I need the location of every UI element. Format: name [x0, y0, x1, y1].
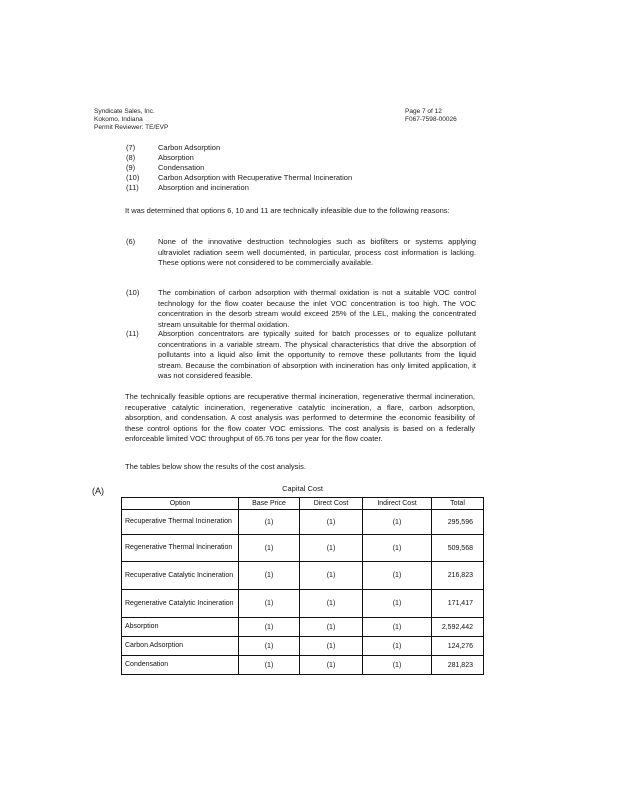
- company-location: Kokomo, Indiana: [94, 116, 143, 123]
- header-indirect-cost: Indirect Cost: [363, 498, 432, 510]
- header-total: Total: [432, 498, 484, 510]
- table-row: [122, 510, 484, 535]
- indirect-cost-cell: (1): [363, 535, 432, 562]
- option-text: Absorption and incineration: [158, 183, 249, 192]
- base-price-cell: (1): [239, 656, 300, 675]
- direct-cost-cell: (1): [300, 656, 363, 675]
- indirect-cost-cell: (1): [363, 562, 432, 590]
- table-header-row: [122, 498, 484, 510]
- table-row: [122, 535, 484, 562]
- indirect-cost-cell: (1): [363, 618, 432, 637]
- indirect-cost-cell: (1): [363, 656, 432, 675]
- table-row: [122, 590, 484, 618]
- base-price-cell: (1): [239, 590, 300, 618]
- base-price-cell: (1): [239, 535, 300, 562]
- reason-number: (11): [126, 329, 139, 338]
- direct-cost-cell: (1): [300, 535, 363, 562]
- direct-cost-cell: (1): [300, 618, 363, 637]
- option-text: Carbon Adsorption: [158, 143, 221, 152]
- table-row: [122, 656, 484, 675]
- table-row: [122, 618, 484, 637]
- section-label: (A): [92, 486, 104, 496]
- reason-text: The combination of carbon adsorption with thermal oxidation is not a suitable VOC control technology for the flow coater because the inlet VOC concentration is too high. The VOC concentration in the desorb stream would exceed 25% of the LEL, making the concentrated stream unsuitable for thermal oxidation.: [158, 288, 476, 329]
- direct-cost-cell: (1): [300, 590, 363, 618]
- option-number: (10): [126, 173, 140, 182]
- total-cell: 281,823: [432, 656, 484, 675]
- option-cell: Condensation: [122, 656, 239, 675]
- header-direct-cost: Direct Cost: [300, 498, 363, 510]
- option-cell: Regenerative Catalytic Incineration: [122, 590, 239, 618]
- reason-text: None of the innovative destruction technologies such as biofilters or systems applying ultraviolet radiation seem well documented, in particular, process cost information is lacking. These options were not considered to be commercially available.: [158, 237, 476, 267]
- total-cell: 2,592,442: [432, 618, 484, 637]
- reason-number: (10): [126, 288, 140, 297]
- option-cell: Recuperative Thermal Incineration: [122, 510, 239, 535]
- reason-text: Absorption concentrators are typically suited for batch processes or to equalize pollutant concentrations in a variable stream. The physical characteristics that drive the absorption of pollutants into a liquid also limit the opportunity to remove these pollutants from the liquid stream. Because the combination of absorption with incineration has only limited application, it was not considered feasible.: [158, 329, 476, 380]
- option-number: (11): [126, 183, 139, 192]
- table-row: [122, 562, 484, 590]
- option-cell: Carbon Adsorption: [122, 637, 239, 656]
- direct-cost-cell: (1): [300, 562, 363, 590]
- header-option: Option: [122, 498, 239, 510]
- direct-cost-cell: (1): [300, 510, 363, 535]
- total-cell: 124,276: [432, 637, 484, 656]
- table-title: Capital Cost: [282, 484, 323, 493]
- base-price-cell: (1): [239, 562, 300, 590]
- total-cell: 509,568: [432, 535, 484, 562]
- permit-reviewer: Permit Reviewer: TE/EVP: [94, 124, 169, 131]
- reason-number: (6): [126, 237, 136, 246]
- header-base-price: Base Price: [239, 498, 300, 510]
- total-cell: 216,823: [432, 562, 484, 590]
- direct-cost-cell: (1): [300, 637, 363, 656]
- option-text: Condensation: [158, 163, 205, 172]
- feasible-options-paragraph: The technically feasible options are recuperative thermal incineration, regenerative thermal incineration, recuperative catalytic incineration, regenerative catalytic incineration, a flare, carbon adsorption, absorption, and condensation. A cost analysis was performed to determine the economic feasibility of these control options for the flow coater VOC emissions. The cost analysis is based on a federally enforceable limited VOC throughput of 65.76 tons per year for the flow coater.: [125, 392, 475, 443]
- indirect-cost-cell: (1): [363, 637, 432, 656]
- page-number: Page 7 of 12: [405, 108, 442, 115]
- permit-id: F067-7598-00026: [405, 116, 457, 123]
- option-cell: Absorption: [122, 618, 239, 637]
- intro-paragraph: It was determined that options 6, 10 and 11 are technically infeasible due to the following reasons:: [125, 206, 450, 215]
- total-cell: 295,596: [432, 510, 484, 535]
- base-price-cell: (1): [239, 618, 300, 637]
- option-cell: Regenerative Thermal Incineration: [122, 535, 239, 562]
- option-text: Carbon Adsorption with Recuperative Thermal Incineration: [158, 173, 353, 182]
- tables-intro: The tables below show the results of the cost analysis.: [125, 462, 306, 471]
- indirect-cost-cell: (1): [363, 510, 432, 535]
- option-number: (8): [126, 153, 136, 162]
- base-price-cell: (1): [239, 637, 300, 656]
- option-number: (7): [126, 143, 136, 152]
- company-name: Syndicate Sales, Inc.: [94, 108, 155, 115]
- indirect-cost-cell: (1): [363, 590, 432, 618]
- table-row: [122, 637, 484, 656]
- base-price-cell: (1): [239, 510, 300, 535]
- option-number: (9): [126, 163, 136, 172]
- option-cell: Recuperative Catalytic Incineration: [122, 562, 239, 590]
- capital-cost-table: [121, 497, 484, 675]
- total-cell: 171,417: [432, 590, 484, 618]
- option-text: Absorption: [158, 153, 194, 162]
